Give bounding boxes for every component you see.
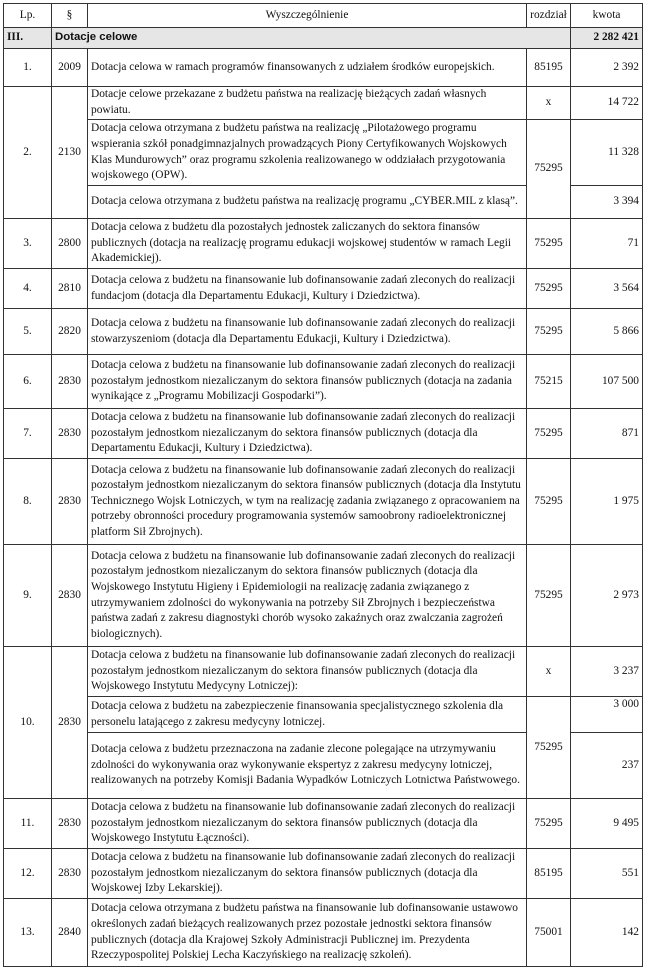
section-title: Dotacje celowe bbox=[52, 28, 571, 49]
header-description: Wyszczególnienie bbox=[88, 4, 527, 28]
table-subrow bbox=[4, 120, 643, 186]
row-description: Dotacja celowa z budżetu na finansowanie lub dofinansowanie zadań zleconych do realizacji pozostałym jednostkom niezaliczanym do sektora finansów publicznych (dotacja dla Wojskowego Instytutu Higieny i Epidemiologii na realizację zadania związanego z utrzymywaniem zdolności do wykonywania na potrzeby Sił Zbrojnych i bezpieczeństwa państwa zadań z zakresu diagnostyki chorób wysoko zakaźnych oraz zwalczania zagrożeń biologicznych). bbox=[88, 545, 527, 647]
row-paragraph: 2130 bbox=[52, 87, 88, 219]
row-rozdzial: 75295 bbox=[527, 120, 571, 219]
section-total: 2 282 421 bbox=[571, 28, 643, 49]
row-rozdzial: 75001 bbox=[527, 899, 571, 967]
section-lp: III. bbox=[4, 28, 52, 49]
row-lp: 13. bbox=[4, 899, 52, 967]
row-paragraph: 2810 bbox=[52, 269, 88, 309]
row-kwota: 71 bbox=[571, 219, 643, 269]
row-kwota: 237 bbox=[571, 733, 643, 799]
table-subrow bbox=[4, 697, 643, 733]
row-paragraph: 2009 bbox=[52, 49, 88, 87]
row-description: Dotacja celowa z budżetu na finansowanie lub dofinansowanie zadań zleconych do realizacji stowarzyszeniom (dotacja dla Departamentu Edukacji, Kultury i Dziedzictwa). bbox=[88, 309, 527, 355]
row-description: Dotacje celowe przekazane z budżetu państwa na realizację bieżących zadań własnych powiatu. bbox=[88, 87, 527, 120]
table-row bbox=[4, 219, 643, 269]
table-row bbox=[4, 49, 643, 87]
row-lp: 3. bbox=[4, 219, 52, 269]
row-lp: 5. bbox=[4, 309, 52, 355]
row-kwota: 3 564 bbox=[571, 269, 643, 309]
row-description: Dotacja celowa w ramach programów finansowanych z udziałem środków europejskich. bbox=[88, 49, 527, 87]
row-description: Dotacja celowa z budżetu na finansowanie lub dofinansowanie zadań zleconych do realizacji pozostałym jednostkom niezaliczanym do sektora finansów publicznych (dotacja dla Instytutu Technicznego Wojsk Lotniczych, w tym na realizację zadania związanego z opracowaniem na potrzeby obronności procedury programowania systemów samoobrony radioelektronicznej platform Sił Zbrojnych). bbox=[88, 459, 527, 545]
row-description: Dotacja celowa otrzymana z budżetu państwa na finansowanie lub dofinansowanie ustawowo określonych zadań bieżących realizowanych przez pozostałe jednostki sektora finansów publicznych (dotacja dla Krajowej Szkoły Administracji Publicznej im. Prezydenta Rzeczypospolitej Polskiej Lecha Kaczyńskiego na realizację szkoleń). bbox=[88, 899, 527, 967]
table-row bbox=[4, 309, 643, 355]
row-rozdzial: 85195 bbox=[527, 49, 571, 87]
table-row bbox=[4, 545, 643, 647]
row-lp: 12. bbox=[4, 849, 52, 899]
row-rozdzial: 85195 bbox=[527, 849, 571, 899]
row-lp: 2. bbox=[4, 87, 52, 219]
header-paragraph: § bbox=[52, 4, 88, 28]
row-lp: 6. bbox=[4, 355, 52, 409]
row-kwota: 3 000 bbox=[571, 697, 643, 733]
row-description: Dotacja celowa otrzymana z budżetu państwa na realizację programu „CYBER.MIL z klasą”. bbox=[88, 186, 527, 219]
table-row bbox=[4, 647, 643, 697]
row-lp: 10. bbox=[4, 647, 52, 799]
table-row bbox=[4, 409, 643, 459]
row-lp: 7. bbox=[4, 409, 52, 459]
row-lp: 11. bbox=[4, 799, 52, 849]
row-kwota: 871 bbox=[571, 409, 643, 459]
table-row bbox=[4, 459, 643, 545]
row-kwota: 5 866 bbox=[571, 309, 643, 355]
row-paragraph: 2820 bbox=[52, 309, 88, 355]
row-paragraph: 2830 bbox=[52, 849, 88, 899]
table-row bbox=[4, 899, 643, 967]
row-rozdzial: 75295 bbox=[527, 697, 571, 799]
row-lp: 1. bbox=[4, 49, 52, 87]
row-lp: 9. bbox=[4, 545, 52, 647]
section-row bbox=[4, 28, 643, 49]
table-row bbox=[4, 849, 643, 899]
row-description: Dotacja celowa z budżetu na finansowanie lub dofinansowanie zadań zleconych do realizacji fundacjom (dotacja dla Departamentu Edukacji, Kultury i Dziedzictwa). bbox=[88, 269, 527, 309]
table-row bbox=[4, 87, 643, 120]
row-description: Dotacja celowa otrzymana z budżetu państwa na realizację „Pilotażowego programu wspierania szkół ponadgimnazjalnych prowadzących Piony Certyfikowanych Wojskowych Klas Mundurowych” oraz programu szkolenia realizowanego w oddziałach przygotowania wojskowego (OPW). bbox=[88, 120, 527, 186]
row-paragraph: 2830 bbox=[52, 647, 88, 799]
row-paragraph: 2830 bbox=[52, 355, 88, 409]
row-kwota: 107 500 bbox=[571, 355, 643, 409]
table-row bbox=[4, 355, 643, 409]
row-rozdzial: 75295 bbox=[527, 269, 571, 309]
row-kwota: 551 bbox=[571, 849, 643, 899]
row-kwota: 1 975 bbox=[571, 459, 643, 545]
row-description: Dotacja celowa z budżetu na finansowanie lub dofinansowanie zadań zleconych do realizacji pozostałym jednostkom niezaliczanym do sektora finansów publicznych (dotacja dla Wojskowej Izby Lekarskiej). bbox=[88, 849, 527, 899]
row-rozdzial: x bbox=[527, 647, 571, 697]
row-rozdzial: 75215 bbox=[527, 355, 571, 409]
row-description: Dotacja celowa z budżetu na finansowanie lub dofinansowanie zadań zleconych do realizacji pozostałym jednostkom niezaliczanym do sektora finansów publicznych (dotacja dla Wojskowego Instytutu Medycyny Lotniczej): bbox=[88, 647, 527, 697]
row-lp: 8. bbox=[4, 459, 52, 545]
row-lp: 4. bbox=[4, 269, 52, 309]
row-description: Dotacja celowa z budżetu na finansowanie lub dofinansowanie zadań zleconych do realizacji pozostałym jednostkom niezaliczanym do sektora finansów publicznych (dotacja na zadania wynikające z „Programu Mobilizacji Gospodarki”). bbox=[88, 355, 527, 409]
row-kwota: 142 bbox=[571, 899, 643, 967]
row-paragraph: 2840 bbox=[52, 899, 88, 967]
row-kwota: 14 722 bbox=[571, 87, 643, 120]
row-paragraph: 2830 bbox=[52, 409, 88, 459]
row-kwota: 2 973 bbox=[571, 545, 643, 647]
row-kwota: 3 237 bbox=[571, 647, 643, 697]
row-rozdzial: 75295 bbox=[527, 309, 571, 355]
row-rozdzial: x bbox=[527, 87, 571, 120]
table-row bbox=[4, 799, 643, 849]
row-description: Dotacja celowa z budżetu na finansowanie lub dofinansowanie zadań zleconych do realizacji pozostałym jednostkom niezaliczanym do sektora finansów publicznych (dotacja dla Wojskowego Instytutu Łączności). bbox=[88, 799, 527, 849]
table-row bbox=[4, 269, 643, 309]
row-description: Dotacja celowa z budżetu dla pozostałych jednostek zaliczanych do sektora finansów publicznych (dotacja na realizację programu edukacji wojskowej studentów w ramach Legii Akademickiej). bbox=[88, 219, 527, 269]
row-paragraph: 2830 bbox=[52, 459, 88, 545]
row-kwota: 2 392 bbox=[571, 49, 643, 87]
row-kwota: 9 495 bbox=[571, 799, 643, 849]
row-description: Dotacja celowa z budżetu na finansowanie lub dofinansowanie zadań zleconych do realizacji pozostałym jednostkom niezaliczanym do sektora finansów publicznych (dotacja dla Departamentu Edukacji, Kultury i Dziedzictwa). bbox=[88, 409, 527, 459]
row-rozdzial: 75295 bbox=[527, 799, 571, 849]
header-rozdzial: rozdział bbox=[527, 4, 571, 28]
budget-table bbox=[3, 3, 643, 967]
row-rozdzial: 75295 bbox=[527, 545, 571, 647]
row-rozdzial: 75295 bbox=[527, 459, 571, 545]
row-description: Dotacja celowa z budżetu przeznaczona na zadanie zlecone polegające na utrzymywaniu zdolności do wykonywania oraz wykonywanie ekspertyz z zakresu medycyny lotniczej, realizowanych na potrzeby Komisji Badania Wypadków Lotniczych Lotnictwa Państwowego. bbox=[88, 733, 527, 799]
row-paragraph: 2830 bbox=[52, 545, 88, 647]
row-rozdzial: 75295 bbox=[527, 219, 571, 269]
row-description: Dotacja celowa z budżetu na zabezpieczenie finansowania specjalistycznego szkolenia dla personelu latającego z zakresu medycyny lotniczej. bbox=[88, 697, 527, 733]
row-rozdzial: 75295 bbox=[527, 409, 571, 459]
row-paragraph: 2800 bbox=[52, 219, 88, 269]
header-row bbox=[4, 4, 643, 28]
header-kwota: kwota bbox=[571, 4, 643, 28]
row-kwota: 11 328 bbox=[571, 120, 643, 186]
row-paragraph: 2830 bbox=[52, 799, 88, 849]
header-lp: Lp. bbox=[4, 4, 52, 28]
row-kwota: 3 394 bbox=[571, 186, 643, 219]
